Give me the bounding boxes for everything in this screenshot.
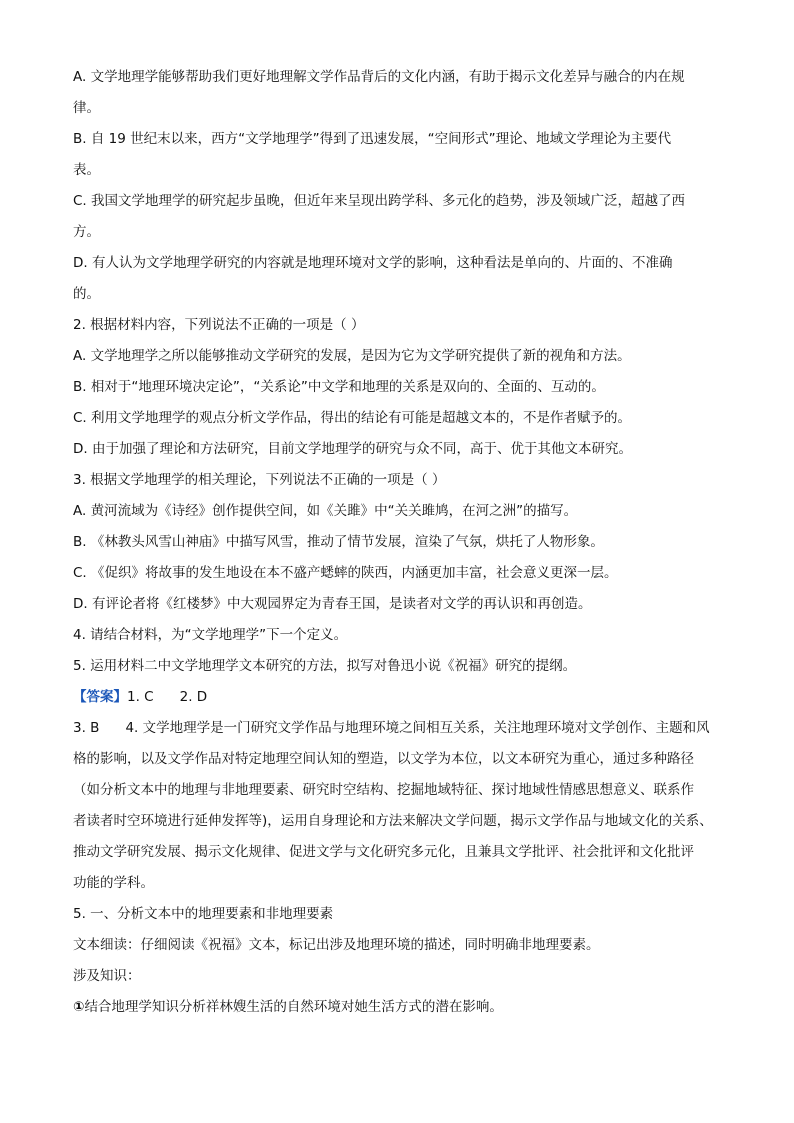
circled-number: ① (73, 999, 85, 1015)
question-5: 5. 运用材料二中文学地理学文本研究的方法，拟写对鲁迅小说《祝福》研究的提纲。 (73, 658, 577, 674)
text-line: 文本细读：仔细阅读《祝福》文本，标记出涉及地理环境的描述，同时明确非地理要素。 (73, 937, 600, 953)
text-line: A. 文学地理学能够帮助我们更好地理解文学作品背后的文化内涵，有助于揭示文化差异与融合的内在规 (73, 69, 685, 85)
text-line: 的。 (73, 286, 100, 302)
text-line: D. 有人认为文学地理学研究的内容就是地理环境对文学的影响，这种看法是单向的、片面的、不准确 (73, 255, 673, 271)
text-line: 方。 (73, 224, 100, 240)
answer-5-heading: 5. 一、分析文本中的地理要素和非地理要素 (73, 906, 334, 922)
answer-3: 3. B (73, 720, 100, 736)
answer-line (73, 682, 723, 713)
question-2: 2. 根据材料内容，下列说法不正确的一项是（ ） (73, 317, 365, 333)
text-line: 推动文学研究发展、揭示文化规律、促进文学与文化研究多元化，且兼具文学批评、社会批评和文化批评 (73, 844, 694, 860)
answer-tag: 【答案】 (73, 689, 127, 705)
text-line: 表。 (73, 162, 100, 178)
text-line: A. 文学地理学之所以能够推动文学研究的发展，是因为它为文学研究提供了新的视角和方法。 (73, 348, 631, 364)
text-line: C. 我国文学地理学的研究起步虽晚，但近年来呈现出跨学科、多元化的趋势，涉及领域广泛，超越了西 (73, 193, 686, 209)
text-line: 者读者时空环境进行延伸发挥等)，运用自身理论和方法来解决文学问题，揭示文学作品与地域文化的关系、 (73, 813, 713, 829)
question-4: 4. 请结合材料，为“文学地理学”下一个定义。 (73, 627, 348, 643)
text-line: C. 《促织》将故事的发生地设在本不盛产蟋蟀的陕西，内涵更加丰富，社会意义更深一层。 (73, 565, 618, 581)
text-line: A. 黄河流域为《诗经》创作提供空间，如《关雎》中“关关雎鸠，在河之洲”的描写。 (73, 503, 578, 519)
text-line: 律。 (73, 100, 100, 116)
text-line: 功能的学科。 (73, 875, 154, 891)
document-page (73, 62, 723, 1023)
text-line: 涉及知识： (73, 968, 141, 984)
text-line: 格的影响，以及文学作品对特定地理空间认知的塑造，以文学为本位，以文本研究为重心，通过多种路径 (73, 751, 694, 767)
text-line: 结合地理学知识分析祥林嫂生活的自然环境对她生活方式的潜在影响。 (84, 999, 503, 1015)
text-line: D. 由于加强了理论和方法研究，目前文学地理学的研究与众不同，高于、优于其他文本研究。 (73, 441, 632, 457)
answer-line (73, 713, 723, 744)
text-line: B. 相对于“地理环境决定论”，“关系论”中文学和地理的关系是双向的、全面的、互动的。 (73, 379, 605, 395)
text-line: B. 《林教头风雪山神庙》中描写风雪，推动了情节发展，渲染了气氛，烘托了人物形象。 (73, 534, 604, 550)
text-line: B. 自 19 世纪末以来，西方“文学地理学”得到了迅速发展，“空间形式”理论、地域文学理论为主要代 (73, 131, 672, 147)
text-line: D. 有评论者将《红楼梦》中大观园界定为青春王国，是读者对文学的再认识和再创造。 (73, 596, 592, 612)
text-line: C. 利用文学地理学的观点分析文学作品，得出的结论有可能是超越文本的，不是作者赋予的。 (73, 410, 632, 426)
text-line: （如分析文本中的地理与非地理要素、研究时空结构、挖掘地域特征、探讨地域性情感思想意义、联系作 (73, 782, 694, 798)
answer-2: 2. D (179, 689, 208, 705)
answer-1: 1. C (127, 689, 154, 705)
answer-line (73, 992, 723, 1023)
question-3: 3. 根据文学地理学的相关理论，下列说法不正确的一项是（ ） (73, 472, 446, 488)
answer-4-start: 4. 文学地理学是一门研究文学作品与地理环境之间相互关系，关注地理环境对文学创作、主题和风 (125, 720, 710, 736)
